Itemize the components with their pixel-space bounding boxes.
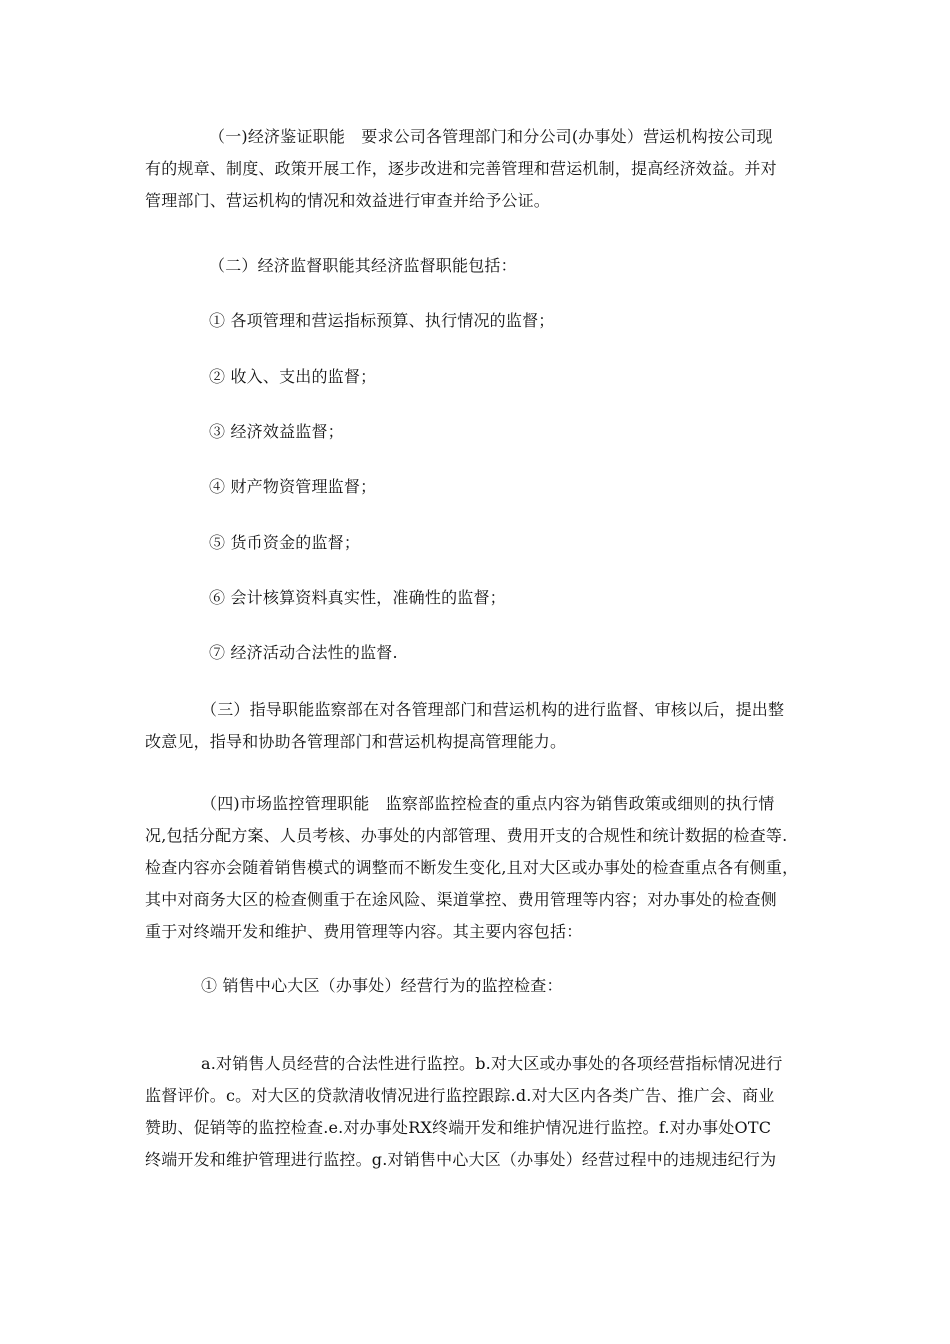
list-supervision-item-3 xyxy=(145,416,810,448)
list-item: ⑥ 会计核算资料真实性，准确性的监督； xyxy=(209,588,506,607)
text-line: 有的规章、制度、政策开展工作，逐步改进和完善管理和营运机制，提高经济效益。并对 xyxy=(145,159,777,178)
paragraph-monitoring-details xyxy=(145,1048,810,1176)
list-supervision-item-4 xyxy=(145,471,810,503)
list-item: ① 各项管理和营运指标预算、执行情况的监督； xyxy=(209,311,555,330)
text-line: 管理部门、营运机构的情况和效益进行审查并给予公证。 xyxy=(145,191,551,210)
paragraph-economic-supervision xyxy=(145,250,810,282)
paragraph-sales-center-monitoring xyxy=(145,970,810,1002)
paragraph-guidance xyxy=(145,694,810,758)
text-line: 重于对终端开发和维护、费用管理等内容。其主要内容包括： xyxy=(145,922,583,941)
text-line: 况,包括分配方案、人员考核、办事处的内部管理、费用开支的合规性和统计数据的检查等. xyxy=(145,826,788,845)
text-line: （二）经济监督职能其经济监督职能包括： xyxy=(209,256,517,275)
list-supervision-item-2 xyxy=(145,361,810,393)
paragraph-economic-verification xyxy=(145,121,810,217)
text-line: ① 销售中心大区（办事处）经营行为的监控检查： xyxy=(201,976,563,995)
text-line: （四)市场监控管理职能 监察部监控检查的重点内容为销售政策或细则的执行情 xyxy=(201,794,775,813)
list-supervision-item-5 xyxy=(145,527,810,559)
text-line: 监督评价。c。对大区的贷款清收情况进行监控跟踪.d.对大区内各类广告、推广会、商业 xyxy=(145,1086,775,1105)
list-item: ④ 财产物资管理监督； xyxy=(209,477,377,496)
list-supervision-item-1 xyxy=(145,305,810,337)
text-line: 终端开发和维护管理进行监控。g.对销售中心大区（办事处）经营过程中的违规违纪行为 xyxy=(145,1150,777,1169)
text-line: a.对销售人员经营的合法性进行监控。b.对大区或办事处的各项经营指标情况进行 xyxy=(201,1054,783,1073)
list-supervision-item-6 xyxy=(145,582,810,614)
text-line: （三）指导职能监察部在对各管理部门和营运机构的进行监督、审核以后，提出整 xyxy=(201,700,785,719)
list-item: ③ 经济效益监督； xyxy=(209,422,344,441)
text-line: 赞助、促销等的监控检查.e.对办事处RX终端开发和维护情况进行监控。f.对办事处OTC xyxy=(145,1118,772,1137)
text-line: 改意见，指导和协助各管理部门和营运机构提高管理能力。 xyxy=(145,732,567,751)
text-line: 其中对商务大区的检查侧重于在途风险、渠道掌控、费用管理等内容；对办事处的检查侧 xyxy=(145,890,777,909)
text-line: （一)经济鉴证职能 要求公司各管理部门和分公司(办事处）营运机构按公司现 xyxy=(209,127,773,146)
list-item: ⑤ 货币资金的监督； xyxy=(209,533,361,552)
list-item: ② 收入、支出的监督； xyxy=(209,367,377,386)
paragraph-market-monitoring xyxy=(145,788,810,948)
text-line: 检查内容亦会随着销售模式的调整而不断发生变化,且对大区或办事处的检查重点各有侧重， xyxy=(145,858,799,877)
list-supervision-item-7 xyxy=(145,637,810,669)
list-item: ⑦ 经济活动合法性的监督. xyxy=(209,643,398,662)
